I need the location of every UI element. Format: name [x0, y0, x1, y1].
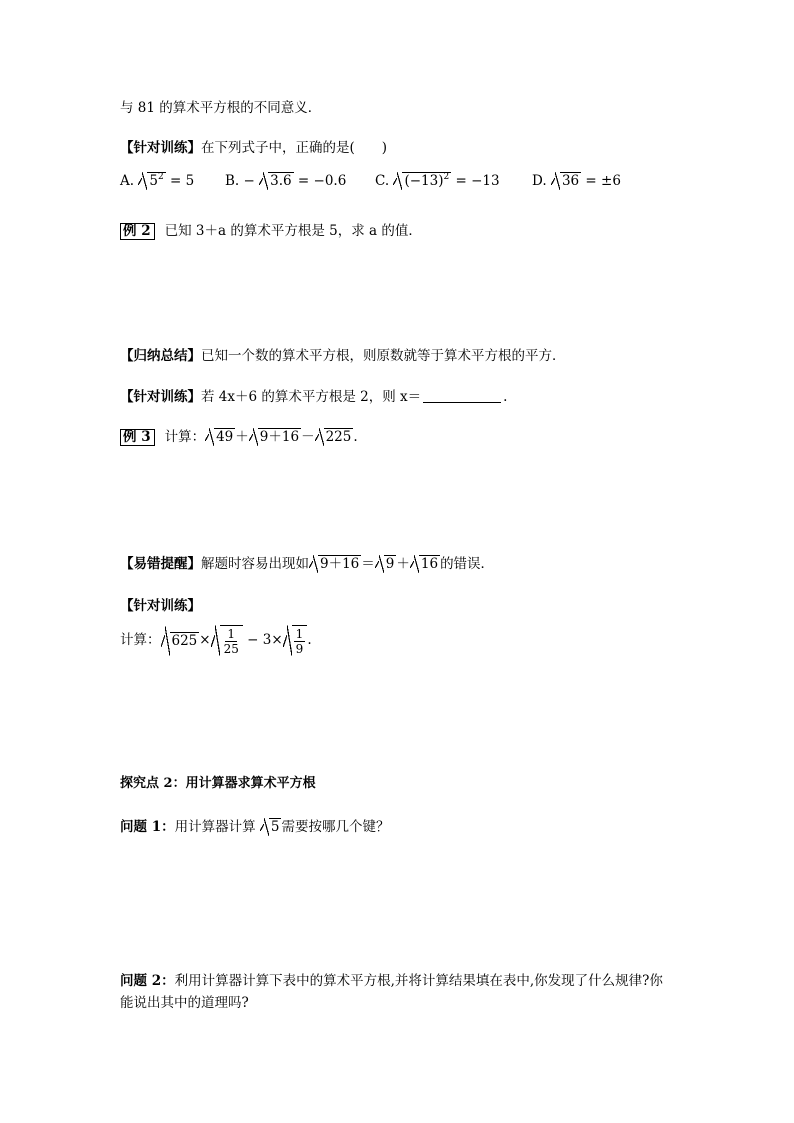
option-c-tail: = −13: [451, 173, 500, 189]
training-3-radical-1: [161, 626, 200, 656]
mistake-radical-3: [410, 555, 440, 573]
fraction-2: [294, 627, 306, 656]
example-3-radicand-1: 49: [216, 429, 234, 445]
option-b-radicand: 3.6: [270, 173, 292, 189]
option-a: [120, 172, 194, 190]
training-3-tail: .: [307, 632, 312, 648]
example-3-radicand-3: 225: [325, 429, 352, 445]
mistake-equals: ＝: [361, 556, 375, 572]
option-d-label: D.: [532, 173, 547, 189]
option-a-radical: [138, 172, 165, 190]
mistake-tag: 【易错提醒】: [120, 556, 201, 572]
fraction-1-numerator: 1: [227, 627, 236, 641]
mistake-plus: ＋: [396, 556, 410, 572]
mistake-radical-2: [375, 555, 397, 573]
mistake-post: 的错误．: [440, 556, 495, 572]
option-b-radical: [259, 172, 293, 190]
summary-text: 已知一个数的算术平方根，则原数就等于算术平方根的平方．: [201, 348, 566, 364]
example-3-prefix: 计算：: [164, 429, 206, 445]
mistake-reminder: [120, 555, 494, 573]
question-1: [120, 818, 389, 836]
summary-tag: 【归纳总结】: [120, 348, 201, 364]
question-2: [120, 972, 663, 990]
question-1-radicand: 5: [270, 819, 280, 835]
question-1-tag: 问题 1：: [120, 819, 175, 835]
option-b-minus: −: [239, 173, 260, 189]
question-1-pre: 用计算器计算: [174, 819, 260, 835]
option-b-tail: = −0.6: [293, 173, 347, 189]
option-a-radicand: 5: [149, 173, 158, 189]
example-2-text: 已知 3＋a 的算术平方根是 5，求 a 的值．: [164, 223, 422, 239]
training-3-radicand-1: 625: [171, 632, 198, 649]
training-3-radical-3: [283, 625, 308, 656]
question-2-line-2: 能说出其中的道理吗?: [120, 995, 249, 1011]
answer-blank[interactable]: [423, 390, 501, 403]
training-3-tag: 【针对训练】: [120, 598, 201, 614]
mistake-pre: 解题时容易出现如: [201, 556, 309, 572]
training-2-text: 若 4x＋6 的算术平方根是 2，则 x＝: [201, 389, 422, 405]
fraction-1: [222, 627, 241, 656]
example-3-minus: －: [301, 429, 315, 445]
summary: [120, 347, 566, 365]
explore-point-2-title: 探究点 2：用计算器求算术平方根: [120, 776, 316, 791]
option-d-tail: = ±6: [581, 173, 621, 189]
option-b: [225, 172, 346, 190]
question-2-line-1: 利用计算器计算下表中的算术平方根,并将计算结果填在表中,你发现了什么规律?你: [174, 973, 663, 989]
mistake-radicand-1: 9＋16: [320, 556, 360, 572]
example-3-tag: 例 3: [120, 429, 155, 446]
fraction-1-denominator: 25: [223, 642, 239, 656]
option-c-radicand: (−13): [404, 173, 444, 189]
option-c: [375, 172, 500, 190]
example-3-radical-3: [315, 428, 354, 446]
training-1-text: 在下列式子中，正确的是( ): [201, 140, 388, 156]
option-b-label: B.: [225, 173, 240, 189]
training-1: [120, 139, 387, 157]
example-3-radicand-2: 9＋16: [259, 429, 300, 445]
example-3-plus: ＋: [235, 429, 249, 445]
training-1-tag: 【针对训练】: [120, 140, 201, 156]
training-3-radical-2: [211, 625, 243, 656]
example-3-radical-1: [205, 428, 235, 446]
mistake-radicand-2: 9: [385, 556, 395, 572]
option-d-radical: [551, 172, 581, 190]
training-2: [120, 388, 507, 406]
mistake-radical-1: [309, 555, 361, 573]
option-a-exponent: 2: [157, 172, 164, 182]
intro-line: 与 81 的算术平方根的不同意义．: [120, 100, 322, 116]
training-3: [120, 625, 312, 656]
example-2: [120, 222, 422, 240]
option-a-label: A.: [120, 173, 135, 189]
training-2-tag: 【针对训练】: [120, 389, 201, 405]
training-3-times: ×: [199, 632, 211, 648]
training-3-tag-line: [120, 597, 201, 615]
example-3: [120, 428, 358, 446]
option-c-label: C.: [375, 173, 390, 189]
fraction-2-denominator: 9: [295, 642, 304, 656]
option-d-radicand: 36: [561, 173, 580, 189]
example-2-tag: 例 2: [120, 223, 155, 240]
training-3-mid: − 3×: [242, 632, 283, 648]
training-2-tail: .: [503, 389, 508, 405]
question-1-radical: [260, 818, 282, 836]
mistake-radicand-3: 16: [420, 556, 439, 572]
question-1-post: 需要按哪几个键？: [281, 819, 390, 835]
question-2-tag: 问题 2：: [120, 973, 175, 989]
option-c-radical: [393, 172, 451, 190]
training-3-prefix: 计算：: [120, 632, 161, 648]
fraction-2-numerator: 1: [295, 627, 304, 641]
example-3-radical-2: [249, 428, 301, 446]
option-c-exponent: 2: [443, 172, 450, 182]
option-d: [532, 172, 621, 190]
option-a-tail: = 5: [165, 173, 195, 189]
example-3-tail: .: [353, 429, 358, 445]
